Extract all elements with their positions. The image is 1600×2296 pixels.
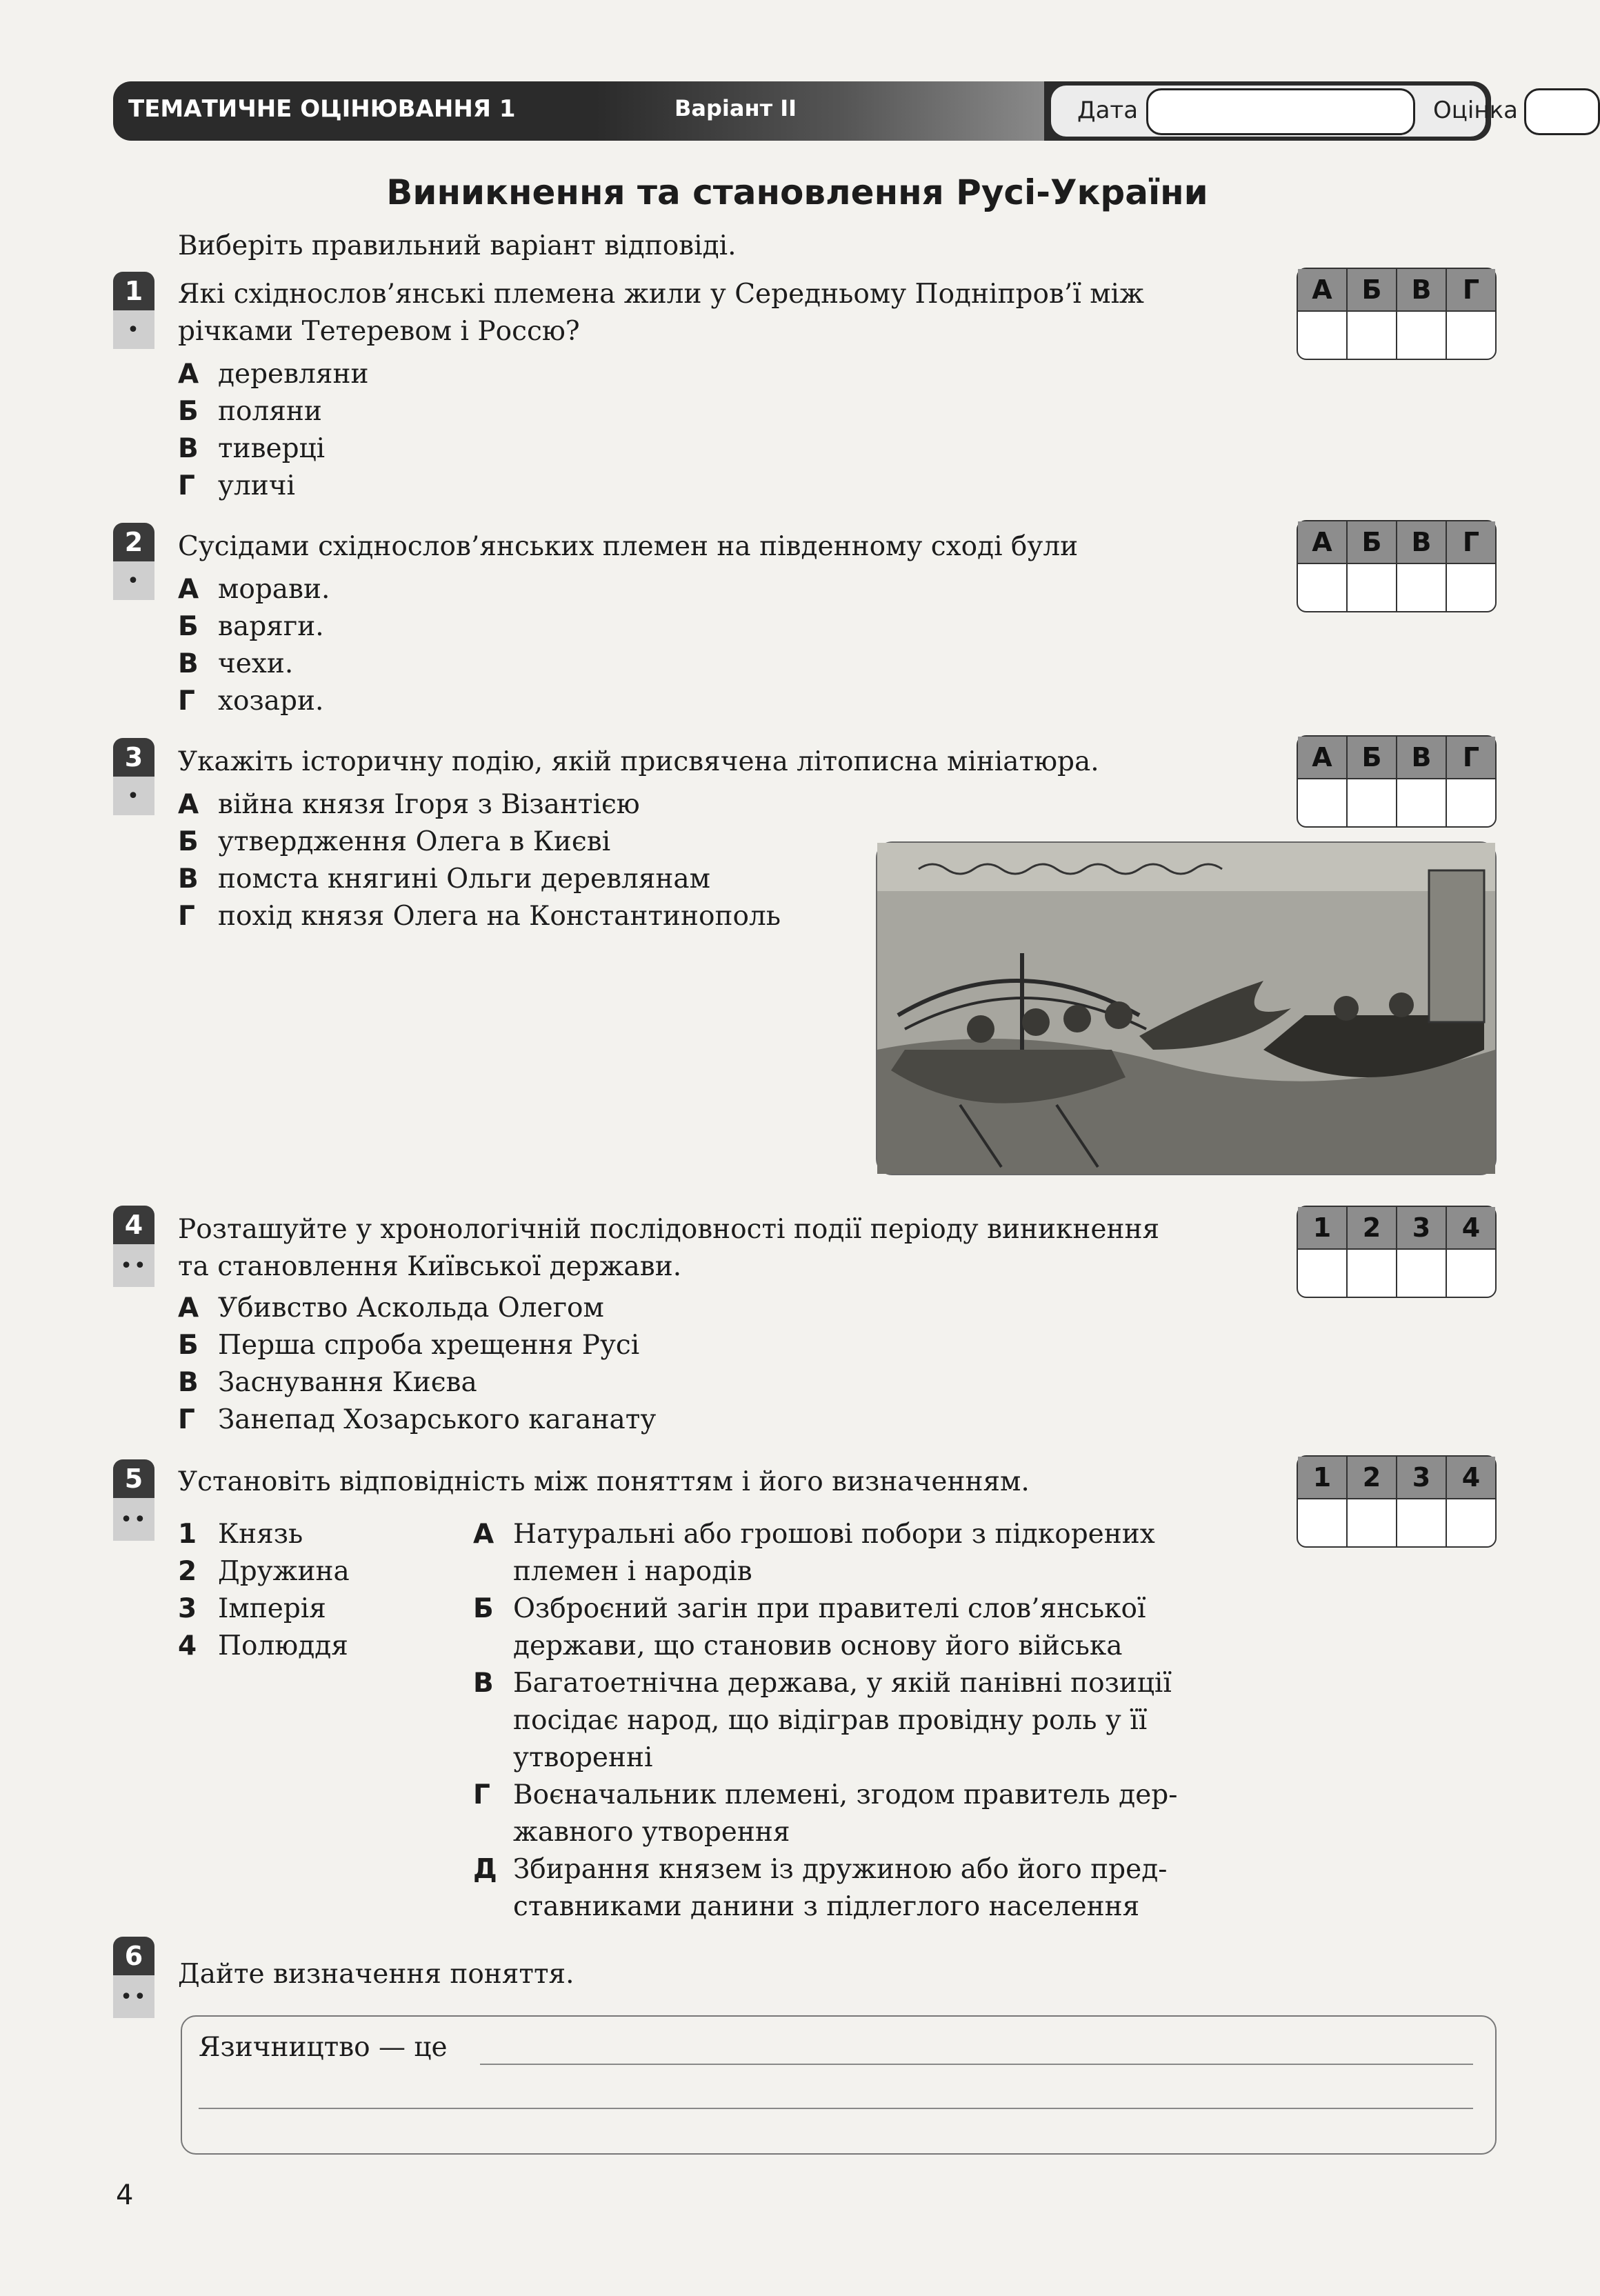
date-field[interactable] xyxy=(1146,88,1415,135)
answer-cell[interactable] xyxy=(1397,779,1447,828)
answer-cell[interactable] xyxy=(1348,1499,1397,1548)
question-4-badge xyxy=(113,1206,154,1287)
definition-item: Г Воєначальник племені, згодом правитель дер- жавного утворення xyxy=(473,1779,1178,1848)
option-d: Г Занепад Хозарського каганату xyxy=(178,1404,657,1435)
question-3-text xyxy=(178,743,1099,781)
grade-label: Оцінка xyxy=(1433,97,1518,124)
grid-header: Г xyxy=(1462,274,1480,305)
answer-cell[interactable] xyxy=(1397,1250,1447,1298)
answer-cell[interactable] xyxy=(1397,312,1447,360)
term-item: 4 Полюддя xyxy=(178,1630,348,1661)
answer-grid-q4 xyxy=(1297,1206,1497,1298)
question-line: та становлення Київської держави. xyxy=(178,1251,682,1282)
question-number: 6 xyxy=(124,1941,143,1971)
page-number: 4 xyxy=(116,2179,134,2211)
answer-cell[interactable] xyxy=(1447,312,1495,360)
question-1-badge xyxy=(113,272,154,349)
grid-header: 1 xyxy=(1298,1207,1348,1248)
grid-header: В xyxy=(1397,521,1447,563)
question-4-text xyxy=(178,1211,1159,1286)
question-number: 2 xyxy=(124,527,143,557)
grid-header: Б xyxy=(1348,737,1397,778)
question-1-text xyxy=(178,276,1144,350)
question-line: Сусідами східнослов’янських племен на південному сході були xyxy=(178,531,1079,562)
grid-header: 3 xyxy=(1397,1457,1447,1498)
grid-header: Б xyxy=(1348,269,1397,310)
difficulty-dots: •• xyxy=(113,1975,154,2018)
answer-cell[interactable] xyxy=(1298,312,1348,360)
page-title: Виникнення та становлення Русі-України xyxy=(386,172,1208,212)
assessment-title: ТЕМАТИЧНЕ ОЦІНЮВАННЯ 1 xyxy=(128,95,516,123)
answer-cell[interactable] xyxy=(1298,779,1348,828)
difficulty-dots: •• xyxy=(113,1244,154,1287)
answer-cell[interactable] xyxy=(1298,1499,1348,1548)
header-bar xyxy=(113,81,1518,141)
option-c[interactable]: В помста княгині Ольги деревлянам xyxy=(178,864,710,895)
definition-item: А Натуральні або грошові побори з підкорених племен і народів xyxy=(473,1519,1155,1587)
answer-grid-q2 xyxy=(1297,520,1497,612)
question-5-terms xyxy=(178,1516,350,1665)
difficulty-dots: •• xyxy=(113,1498,154,1541)
question-2-text xyxy=(178,528,1078,566)
term-item: 1 Князь xyxy=(178,1519,303,1550)
answer-line[interactable] xyxy=(199,2108,1473,2109)
grid-header: 4 xyxy=(1461,1212,1481,1243)
answer-cell[interactable] xyxy=(1397,564,1447,612)
question-5-badge xyxy=(113,1459,154,1541)
grid-header: В xyxy=(1397,269,1447,310)
option-a[interactable]: А морави. xyxy=(178,574,330,605)
answer-cell[interactable] xyxy=(1348,1250,1397,1298)
question-3-options xyxy=(178,786,781,935)
grid-header: 3 xyxy=(1397,1207,1447,1248)
answer-cell[interactable] xyxy=(1348,312,1397,360)
option-b[interactable]: Б поляни xyxy=(178,396,322,427)
question-number: 5 xyxy=(124,1464,143,1494)
grid-header: А xyxy=(1298,737,1348,778)
definition-item: В Багатоетнічна держава, у якій панівні позиції посідає народ, що відіграв провідну роль у її утворенні xyxy=(473,1668,1172,1773)
question-3-badge xyxy=(113,738,154,815)
option-c[interactable]: В чехи. xyxy=(178,648,294,679)
grid-header: Б xyxy=(1348,521,1397,563)
option-a[interactable]: А війна князя Ігоря з Візантією xyxy=(178,789,640,820)
question-line: Установіть відповідність між поняттям і його визначенням. xyxy=(178,1466,1030,1497)
grid-header: Г xyxy=(1462,742,1480,772)
option-b[interactable]: Б варяги. xyxy=(178,611,324,642)
answer-cell[interactable] xyxy=(1348,779,1397,828)
definition-answer-box[interactable] xyxy=(181,2015,1497,2155)
chronicle-miniature-image xyxy=(876,841,1497,1175)
question-1-options xyxy=(178,356,368,505)
grid-header: 1 xyxy=(1298,1457,1348,1498)
term-item: 3 Імперія xyxy=(178,1593,326,1624)
question-number: 3 xyxy=(124,742,143,772)
option-a[interactable]: А деревляни xyxy=(178,359,369,390)
option-b: Б Перша спроба хрещення Русі xyxy=(178,1330,640,1361)
answer-line[interactable] xyxy=(480,2064,1473,2065)
answer-grid-q1 xyxy=(1297,268,1497,360)
definition-item: Б Озброєний загін при правителі слов’янської держави, що становив основу його війська xyxy=(473,1593,1146,1661)
miniature-illustration xyxy=(877,843,1495,1174)
difficulty-dots: • xyxy=(113,777,154,815)
question-5-text xyxy=(178,1464,1030,1501)
term-item: 2 Дружина xyxy=(178,1556,350,1587)
option-c[interactable]: В тиверці xyxy=(178,433,326,464)
option-d[interactable]: Г похід князя Олега на Константинополь xyxy=(178,901,781,932)
grade-field[interactable] xyxy=(1524,88,1600,135)
difficulty-dots: • xyxy=(113,561,154,600)
definition-item: Д Збирання князем із дружиною або його пред- ставниками данини з підлеглого населення xyxy=(473,1854,1168,1922)
answer-cell[interactable] xyxy=(1447,1250,1495,1298)
answer-cell[interactable] xyxy=(1298,1250,1348,1298)
grid-header: В xyxy=(1397,737,1447,778)
question-number: 1 xyxy=(124,276,143,306)
question-6-text xyxy=(178,1956,574,1993)
question-line: річками Тетеревом і Россю? xyxy=(178,316,580,347)
answer-cell[interactable] xyxy=(1447,779,1495,828)
question-line: Які східнослов’янські племена жили у Середньому Подніпров’ї між xyxy=(178,279,1144,310)
grid-header: А xyxy=(1298,521,1348,563)
grid-header: А xyxy=(1298,269,1348,310)
answer-cell[interactable] xyxy=(1298,564,1348,612)
question-2-options xyxy=(178,571,330,720)
question-number: 4 xyxy=(124,1210,143,1240)
option-b[interactable]: Б утвердження Олега в Києві xyxy=(178,826,611,857)
instruction-text: Виберіть правильний варіант відповіді. xyxy=(178,230,737,261)
answer-grid-q5 xyxy=(1297,1455,1497,1548)
grid-header: Г xyxy=(1462,527,1480,557)
question-4-options xyxy=(178,1290,656,1439)
variant-label: Варіант II xyxy=(674,95,797,121)
answer-cell[interactable] xyxy=(1397,1499,1447,1548)
grid-header: 4 xyxy=(1461,1462,1481,1493)
header-gradient xyxy=(596,81,1044,141)
answer-prompt: Язичництво — це xyxy=(199,2032,448,2063)
grid-header: 2 xyxy=(1348,1207,1397,1248)
grid-header: 2 xyxy=(1348,1457,1397,1498)
option-a: А Убивство Аскольда Олегом xyxy=(178,1292,604,1324)
option-d[interactable]: Г хозари. xyxy=(178,686,324,717)
question-line: Укажіть історичну подію, якій присвячена літописна мініатюра. xyxy=(178,746,1099,777)
question-line: Розташуйте у хронологічній послідовності події періоду виникнення xyxy=(178,1214,1160,1245)
answer-grid-q3 xyxy=(1297,735,1497,828)
answer-cell[interactable] xyxy=(1447,1499,1495,1548)
question-line: Дайте визначення поняття. xyxy=(178,1959,574,1990)
answer-cell[interactable] xyxy=(1348,564,1397,612)
question-5-definitions xyxy=(473,1516,1252,1926)
answer-cell[interactable] xyxy=(1447,564,1495,612)
option-d[interactable]: Г уличі xyxy=(178,470,295,501)
question-6-badge xyxy=(113,1937,154,2018)
difficulty-dots: • xyxy=(113,310,154,349)
option-c: В Заснування Києва xyxy=(178,1367,477,1398)
date-label: Дата xyxy=(1077,97,1139,124)
question-2-badge xyxy=(113,523,154,600)
